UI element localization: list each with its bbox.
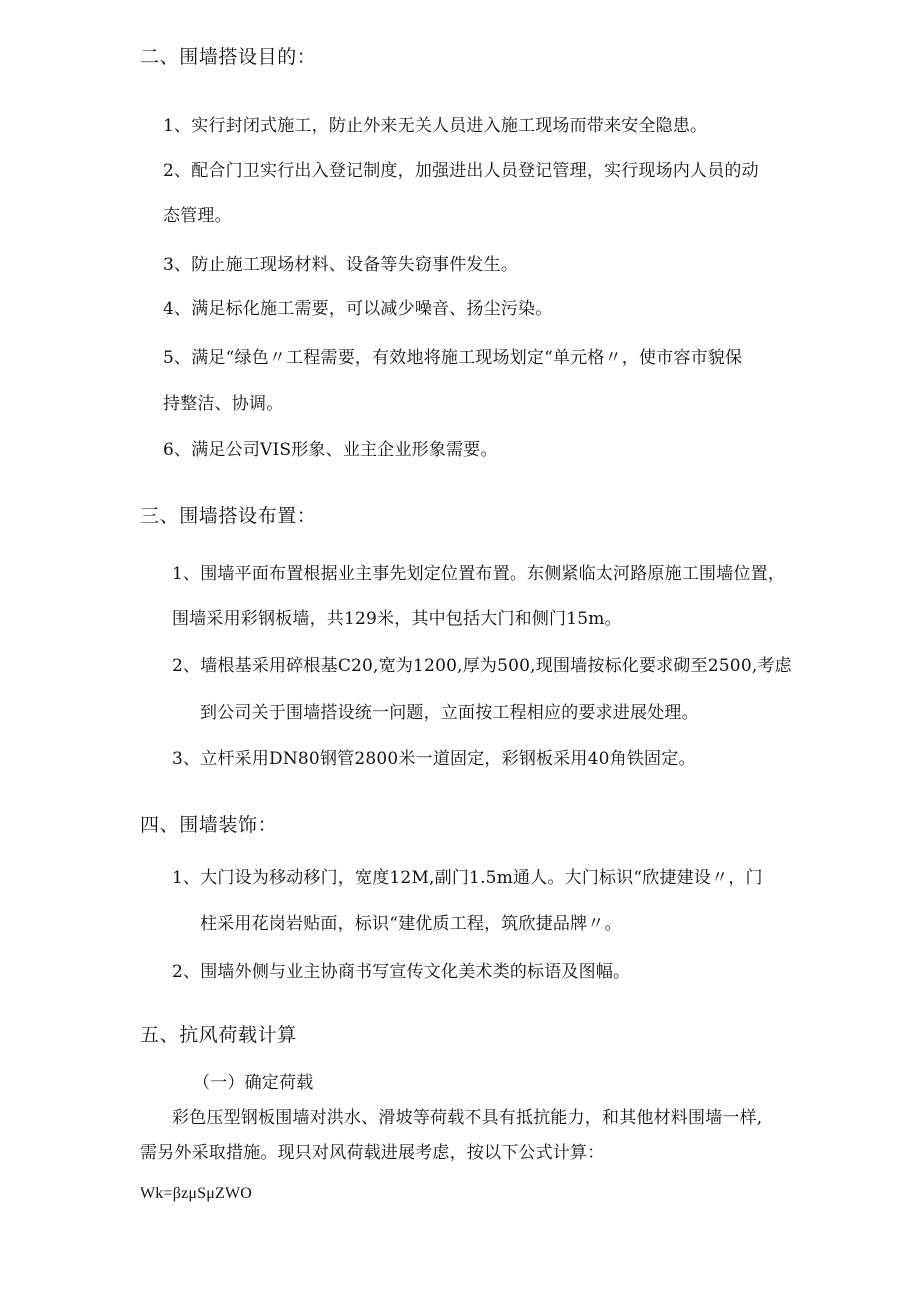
purpose-item-5: 5、满足“绿色〃工程需要，有效地将施工现场划定“单元格〃，使市容市貌保 — [163, 348, 743, 368]
purpose-item-1: 1、实行封闭式施工，防止外来无关人员进入施工现场而带来安全隐患。 — [163, 116, 708, 136]
purpose-item-5-continued: 持整洁、协调。 — [163, 394, 284, 414]
section-heading-purpose: 二、围墙搭设目的： — [140, 46, 317, 68]
layout-item-3: 3、立杆采用DN80钢管2800米一道固定，彩钢板采用40角铁固定。 — [172, 749, 696, 769]
subheading-determine-load: （一）确定荷载 — [193, 1073, 314, 1093]
layout-item-1-continued: 围墙采用彩钢板墙，共129米，其中包括大门和侧门15m。 — [172, 609, 622, 629]
decoration-item-1-continued: 柱采用花岗岩贴面，标识“建优质工程，筑欣捷品牌〃。 — [200, 914, 622, 934]
purpose-item-3: 3、防止施工现场材料、设备等失窃事件发生。 — [163, 255, 519, 275]
decoration-item-2: 2、围墙外侧与业主协商书写宣传文化美术类的标语及图幅。 — [172, 962, 631, 982]
wind-load-paragraph-line-1: 彩色压型钢板围墙对洪水、滑坡等荷载不具有抵抗能力，和其他材料围墙一样, — [172, 1108, 763, 1128]
layout-item-2: 2、墙根基采用碎根基C20,宽为1200,厚为500,现围墙按标化要求砌至2500,考虑 — [172, 656, 792, 676]
section-heading-wind-load: 五、抗风荷载计算 — [140, 1024, 297, 1046]
purpose-item-4: 4、满足标化施工需要，可以减少噪音、扬尘污染。 — [163, 299, 553, 319]
wind-load-formula: Wk=βzμSμZWO — [140, 1185, 253, 1202]
decoration-item-1: 1、大门设为移动移门，宽度12M,副门1.5m通人。大门标识“欣捷建设〃，门 — [172, 868, 763, 888]
purpose-item-2-continued: 态管理。 — [163, 206, 232, 226]
section-heading-decoration: 四、围墙装饰： — [140, 814, 278, 836]
section-heading-layout: 三、围墙搭设布置： — [140, 505, 317, 527]
layout-item-2-continued: 到公司关于围墙搭设统一问题，立面按工程相应的要求进展处理。 — [200, 703, 699, 723]
purpose-item-6: 6、满足公司VIS形象、业主企业形象需要。 — [163, 440, 498, 460]
purpose-item-2: 2、配合门卫实行出入登记制度，加强进出人员登记管理，实行现场内人员的动 — [163, 161, 759, 181]
layout-item-1: 1、围墙平面布置根据业主事先划定位置布置。东侧紧临太河路原施工围墙位置， — [172, 564, 786, 584]
wind-load-paragraph-line-2: 需另外采取措施。现只对风荷载进展考虑，按以下公式计算： — [140, 1143, 605, 1163]
